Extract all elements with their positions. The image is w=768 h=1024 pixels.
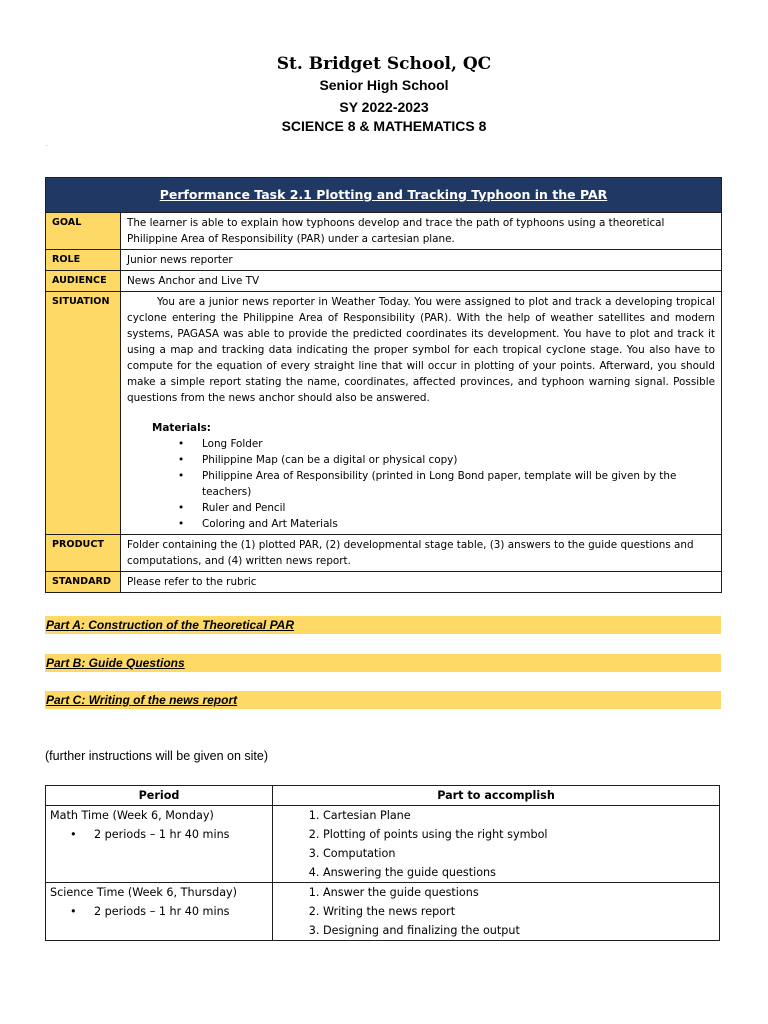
situation-cell: [121, 292, 722, 535]
part-c-heading: Part C: Writing of the news report: [45, 691, 721, 709]
parts-list: [279, 883, 713, 940]
standard-label: STANDARD: [46, 572, 121, 593]
materials-item: • Long Folder: [202, 436, 715, 452]
parts-cell: [273, 883, 720, 941]
task-table: [45, 177, 722, 593]
part-b-heading: Part B: Guide Questions: [45, 654, 721, 672]
period-name: Math Time (Week 6, Monday): [50, 809, 214, 822]
parts-cell: [273, 806, 720, 883]
parts-list: [279, 806, 713, 882]
part-item: 2. Writing the news report: [323, 902, 713, 921]
schedule-row-math: [46, 806, 720, 883]
goal-label: GOAL: [46, 213, 121, 250]
period-header: Period: [46, 786, 273, 806]
materials-item: • Philippine Map (can be a digital or physical copy): [202, 452, 715, 468]
part-item: 3. Designing and finalizing the output: [323, 921, 713, 940]
period-duration: • 2 periods – 1 hr 40 mins: [50, 825, 268, 844]
goal-text: The learner is able to explain how typhoons develop and trace the path of typhoons using a theoretical Philippine Area of Responsibility (PAR) under a cartesian plane.: [121, 213, 722, 250]
part-a-heading: Part A: Construction of the Theoretical PAR: [45, 616, 721, 634]
situation-label: SITUATION: [46, 292, 121, 535]
role-text: Junior news reporter: [121, 250, 722, 271]
materials-list: [127, 436, 715, 532]
audience-label: AUDIENCE: [46, 271, 121, 292]
product-row: [46, 535, 722, 572]
period-cell: [46, 806, 273, 883]
stray-mark: .: [46, 142, 48, 148]
part-header: Part to accomplish: [273, 786, 720, 806]
role-row: [46, 250, 722, 271]
product-text: Folder containing the (1) plotted PAR, (2) developmental stage table, (3) answers to the guide questions and computations, and (4) written news report.: [121, 535, 722, 572]
division: Senior High School: [319, 77, 449, 93]
materials-title: Materials:: [152, 422, 211, 434]
period-duration: • 2 periods – 1 hr 40 mins: [50, 902, 268, 921]
audience-row: [46, 271, 722, 292]
materials-item: • Ruler and Pencil: [202, 500, 715, 516]
standard-row: [46, 572, 722, 593]
part-item: 2. Plotting of points using the right symbol: [323, 825, 713, 844]
standard-text: Please refer to the rubric: [121, 572, 722, 593]
task-title: Performance Task 2.1 Plotting and Tracking Typhoon in the PAR: [46, 178, 722, 213]
goal-row: [46, 213, 722, 250]
role-label: ROLE: [46, 250, 121, 271]
situation-text: You are a junior news reporter in Weather Today. You were assigned to plot and track a developing tropical cyclone entering the Philippine Area of Responsibility (PAR). With the help of weather satellites and modern systems, PAGASA was able to provide the predicted coordinates its development. You have to plot and track it using a map and tracking data indicating the proper symbol for each tropical cyclone stage. You also have to compute for the equation of every straight line that will occur in plotting of your points. Afterward, you should make a simple report stating the name, coordinates, affected provinces, and typhoon warning signal. Possible questions from the news anchor should also be answered.: [127, 296, 715, 404]
period-cell: [46, 883, 273, 941]
schedule-table: [45, 785, 720, 941]
part-item: 4. Answering the guide questions: [323, 863, 713, 882]
product-label: PRODUCT: [46, 535, 121, 572]
situation-row: [46, 292, 722, 535]
materials-item: • Coloring and Art Materials: [202, 516, 715, 532]
audience-text: News Anchor and Live TV: [121, 271, 722, 292]
further-instructions: (further instructions will be given on site): [45, 749, 269, 763]
schedule-row-science: [46, 883, 720, 941]
school-name: St. Bridget School, QC: [276, 54, 492, 74]
school-year: SY 2022-2023: [339, 99, 429, 115]
part-item: 1. Answer the guide questions: [323, 883, 713, 902]
part-item: 1. Cartesian Plane: [323, 806, 713, 825]
materials-item: • Philippine Area of Responsibility (printed in Long Bond paper, template will be given by the teachers): [202, 468, 715, 500]
subjects: SCIENCE 8 & MATHEMATICS 8: [281, 118, 487, 134]
part-item: 3. Computation: [323, 844, 713, 863]
period-name: Science Time (Week 6, Thursday): [50, 886, 238, 899]
